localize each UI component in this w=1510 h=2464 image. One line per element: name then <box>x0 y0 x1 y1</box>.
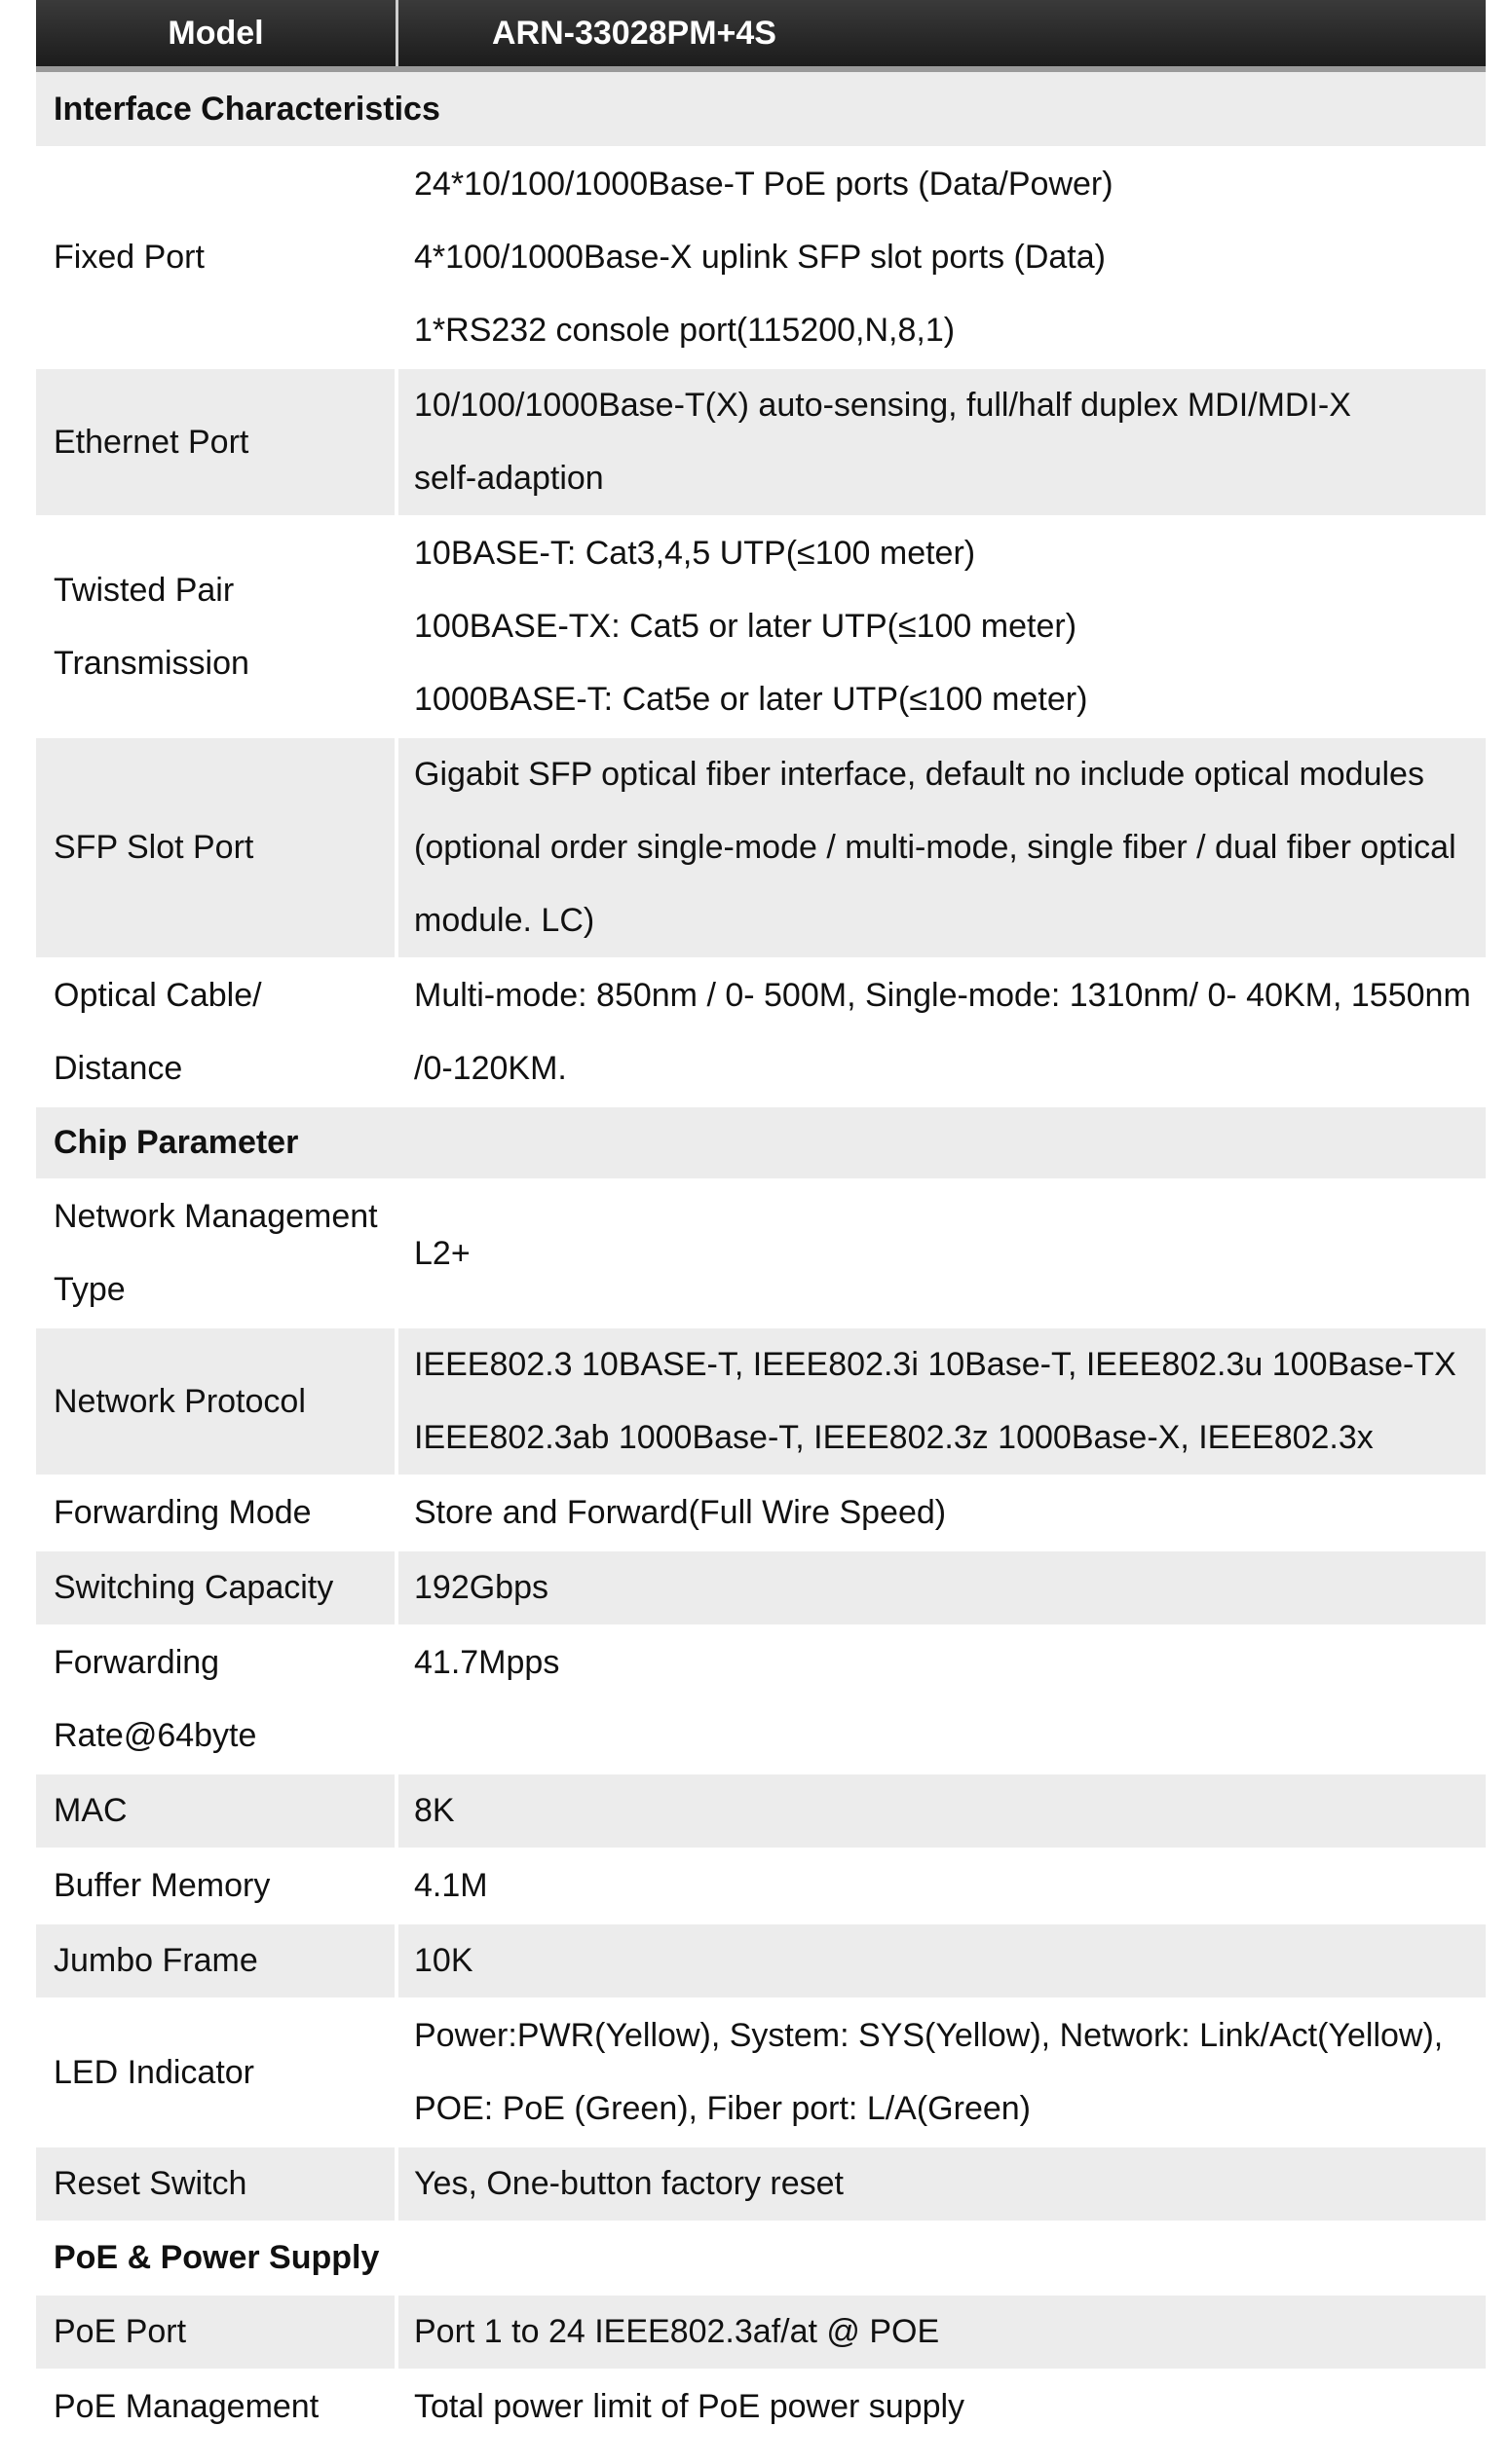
table-row-fixed-port <box>36 148 1486 369</box>
row-value: Multi-mode: 850nm / 0- 500M, Single-mode: 1310nm/ 0- 40KM, 1550nm /0-120KM. <box>398 959 1486 1105</box>
row-label: MAC <box>36 1774 398 1848</box>
table-row-forwarding-rate <box>36 1626 1486 1774</box>
table-row-led-indicator <box>36 1999 1486 2147</box>
table-row-twisted-pair <box>36 517 1486 738</box>
spec-table <box>36 0 1486 2445</box>
row-value: IEEE802.3 10BASE-T, IEEE802.3i 10Base-T, IEEE802.3u 100Base-TX IEEE802.3ab 1000Base-T, IEEE802.3z 1000Base-X, IEEE802.3x <box>398 1328 1486 1475</box>
row-label: Reset Switch <box>36 2147 398 2221</box>
row-label: Fixed Port <box>36 148 398 367</box>
row-label: LED Indicator <box>36 1999 398 2146</box>
row-label: Forwarding Mode <box>36 1476 398 1549</box>
row-label: Ethernet Port <box>36 369 398 515</box>
row-value: Total power limit of PoE power supply <box>398 2371 1486 2444</box>
row-value: Yes, One-button factory reset <box>398 2147 1486 2221</box>
table-row-ethernet-port <box>36 369 1486 517</box>
table-row-reset-switch <box>36 2147 1486 2222</box>
row-value: 10/100/1000Base-T(X) auto-sensing, full/half duplex MDI/MDI-X self-adaption <box>398 369 1486 515</box>
header-model-value: ARN-33028PM+4S <box>492 15 776 52</box>
table-row-jumbo-frame <box>36 1924 1486 1999</box>
row-value: Gigabit SFP optical fiber interface, default no include optical modules (optional order single-mode / multi-mode, single fiber / dual fiber optical module. LC) <box>398 738 1486 957</box>
row-label: PoE Port <box>36 2296 398 2369</box>
row-value: 10BASE-T: Cat3,4,5 UTP(≤100 meter) 100BASE-TX: Cat5 or later UTP(≤100 meter) 1000BASE-T: Cat5e or later UTP(≤100 meter) <box>398 517 1486 736</box>
table-row-poe-port <box>36 2296 1486 2371</box>
row-value: 10K <box>398 1924 1486 1997</box>
table-row-mac <box>36 1774 1486 1849</box>
table-row-network-protocol <box>36 1328 1486 1476</box>
row-value: Port 1 to 24 IEEE802.3af/at @ POE <box>398 2296 1486 2369</box>
row-label: SFP Slot Port <box>36 738 398 957</box>
row-label: Network Protocol <box>36 1328 398 1475</box>
table-row-forwarding-mode <box>36 1476 1486 1551</box>
row-label: Optical Cable/ Distance <box>36 959 398 1105</box>
row-label: Buffer Memory <box>36 1849 398 1923</box>
row-label: PoE Management <box>36 2371 398 2444</box>
row-value: 192Gbps <box>398 1551 1486 1624</box>
table-row-sfp-slot-port <box>36 738 1486 959</box>
table-header <box>36 0 1486 72</box>
row-label: Jumbo Frame <box>36 1924 398 1997</box>
row-value: 41.7Mpps <box>398 1626 1486 1773</box>
row-label: Twisted Pair Transmission <box>36 517 398 736</box>
row-label: Forwarding Rate@64byte <box>36 1626 398 1773</box>
row-value: 24*10/100/1000Base-T PoE ports (Data/Power) 4*100/1000Base-X uplink SFP slot ports (Data) 1*RS232 console port(115200,N,8,1) <box>398 148 1486 367</box>
row-value: Store and Forward(Full Wire Speed) <box>398 1476 1486 1549</box>
table-row-network-management-type <box>36 1180 1486 1328</box>
row-value: 4.1M <box>398 1849 1486 1923</box>
table-row-switching-capacity <box>36 1551 1486 1626</box>
row-value: Power:PWR(Yellow), System: SYS(Yellow), Network: Link/Act(Yellow), POE: PoE (Green), Fiber port: L/A(Green) <box>398 1999 1486 2146</box>
table-row-poe-management <box>36 2371 1486 2445</box>
section-poe-power-supply: PoE & Power Supply <box>36 2222 1486 2296</box>
row-value: L2+ <box>398 1180 1486 1326</box>
row-label: Switching Capacity <box>36 1551 398 1624</box>
section-interface-characteristics: Interface Characteristics <box>36 72 1486 148</box>
header-model-label: Model <box>36 0 398 66</box>
row-value: 8K <box>398 1774 1486 1848</box>
section-chip-parameter: Chip Parameter <box>36 1107 1486 1180</box>
table-row-optical-cable <box>36 959 1486 1107</box>
table-row-buffer-memory <box>36 1849 1486 1924</box>
row-label: Network Management Type <box>36 1180 398 1326</box>
